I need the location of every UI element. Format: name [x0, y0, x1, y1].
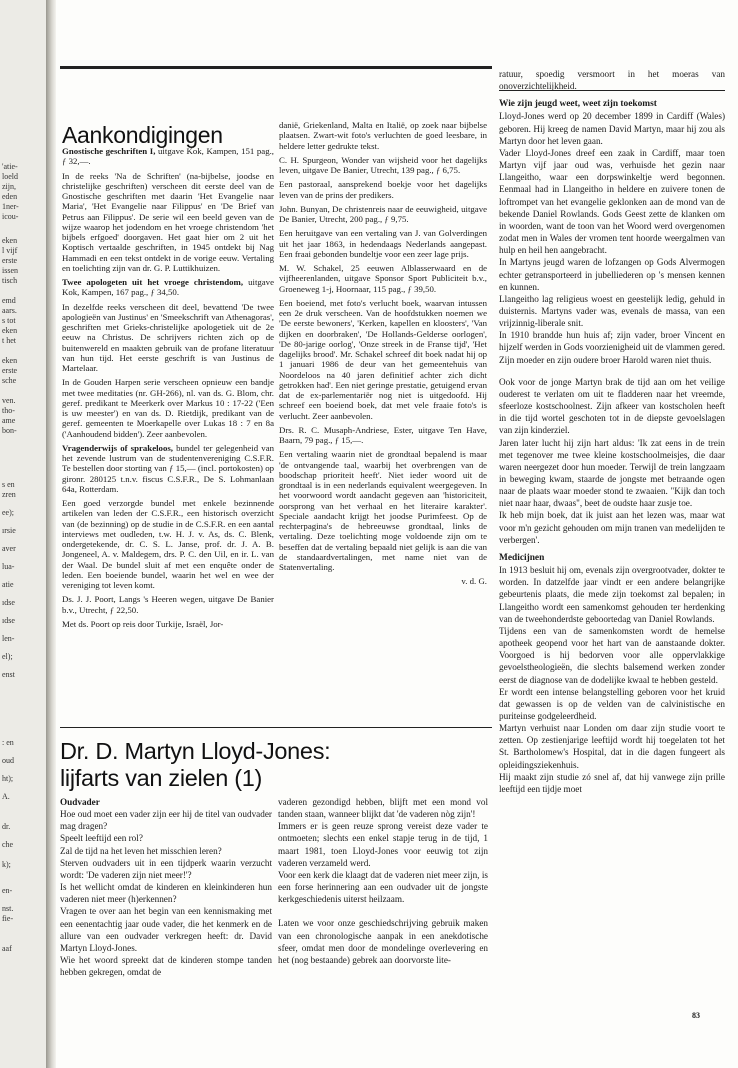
article-paragraph: Wie het woord spreekt dat de kinderen stompe tanden hebben gekregen, omdat de	[60, 955, 272, 978]
right-intro: ratuur, spoedig versmoort in het moeras van onoverzichtelijkheid.	[499, 69, 725, 92]
announcement-paragraph	[279, 449, 487, 572]
edge-fragment: enst	[2, 670, 15, 679]
announcement-text: M. W. Schakel, 25 eeuwen Alblasserwaard en de vijfheerenlanden, uitgave Sponsor Sport Publiciteit b.v., Groeneweg 1-j, Hoornaar, 115 pag., ƒ 39,50.	[279, 263, 487, 294]
section-paragraph: Llangeitho lag religieus woest en geestelijk ledig, gehuld in duisternis. Martyns vader was, evenals de massa, van een vrijzinnig-liberale snit.	[499, 293, 725, 329]
announcement-paragraph	[62, 443, 274, 494]
edge-fragment: ırsie	[2, 526, 16, 535]
edge-fragment: aaf	[2, 944, 12, 953]
announcement-paragraph	[279, 425, 487, 446]
announcement-paragraph	[62, 594, 274, 615]
announcements-column-2	[279, 120, 487, 591]
edge-fragment: 1ner-	[2, 202, 19, 211]
edge-fragment: oud	[2, 756, 14, 765]
edge-fragment: eken	[2, 356, 18, 365]
announcement-text: Een goed verzorgde bundel met enkele bezinnende artikelen van leden der C.S.F.R., een historisch overzicht van (de bezinning) op de studie in de C.S.F.R. en een aantal interviews met oudleden, t.w. H. J. v. As, ds. C. Blenk, ondergetekende, dr. C. S. L. Janse, prof. dr. J. A. B. Jongeneel, A. v. Maldegem, drs. P. C. den Uil, en ir. L. van der Waal. De bundel sluit af met een enquête onder de leden. Een boeiende bundel, waarin het wel en wee der vereniging tot leven komt.	[62, 498, 274, 590]
announcement-paragraph	[279, 228, 487, 259]
section-paragraph: In 1910 brandde hun huis af; zijn vader, broer Vincent en hijzelf werden in Gods voorzienigheid uit de vlammen gered. Zijn moeder en zijn oudere broer Harold waren niet thuis.	[499, 330, 725, 365]
announcement-paragraph	[279, 298, 487, 421]
article-paragraph: Hoe oud moet een vader zijn eer hij de titel van oudvader mag dragen?	[60, 809, 272, 832]
edge-fragment: eden	[2, 192, 18, 201]
announcement-paragraph	[62, 146, 274, 167]
edge-fragment: el);	[2, 652, 13, 661]
announcement-paragraph	[279, 263, 487, 294]
page-gutter	[46, 0, 56, 1068]
announcement-text: Drs. R. C. Musaph-Andriese, Ester, uitgave Ten Have, Baarn, 79 pag., ƒ 15,—.	[279, 424, 487, 445]
edge-fragment: sche	[2, 376, 17, 385]
edge-fragment: k);	[2, 860, 11, 869]
article-paragraph: Sterven oudvaders uit in een tijdperk waarin verzucht wordt: 'De vaderen zijn niet meer!'?	[60, 857, 272, 880]
edge-fragment: ıdse	[2, 616, 15, 625]
article-paragraph: Is het wellicht omdat de kinderen en kleinkinderen hun vaderen niet meer (h)erkennen?	[60, 882, 272, 905]
announcement-paragraph	[279, 204, 487, 225]
edge-fragment: zijn,	[2, 182, 16, 191]
edge-fragment: fie-	[2, 914, 14, 923]
announcements-column-1	[62, 146, 274, 633]
article-column-3	[499, 68, 725, 795]
edge-fragment: s tot	[2, 316, 16, 325]
edge-fragment: len-	[2, 634, 15, 643]
announcement-text: C. H. Spurgeon, Wonder van wijsheid voor het dagelijks leven, uitgave De Banier, Utrecht, 139 pag., ƒ 6,75.	[279, 154, 487, 175]
announcement-text: Een boeiend, met foto's verlucht boek, waarvan intussen een 2e druk verscheen. Van de hoofdstukken noemen we 'De eerste bewoners', 'Kerken, kapellen en kloosters', 'Van dijken en doorbraken', 'De Hollands-Gelderse oorlogen', 'De 80-jarige oorlog', 'Onze streek in de Franse tijd', 'Het dagelijks brood'. Mr. Schakel schreef dit boek nadat hij op 1 januari 1986 de deur van het gemeentehuis van Noordeloos na 40 jaren definitief achter zich dicht getrokken had'. Een niet geringe prestatie, getuigend ervan dat de ex-parlementariër nog niet is uitgedoofd. Hij schreef een boeiend boek, dat met vele fraaie foto's is verlucht. Zeer aanbevolen.	[279, 297, 487, 421]
edge-fragment: tho-	[2, 406, 15, 415]
edge-fragment: emd	[2, 296, 16, 305]
announcement-paragraph	[279, 179, 487, 200]
announcement-paragraph	[62, 302, 274, 374]
article-paragraph: vaderen gezondigd hebben, blijft met een mond vol tanden staan, wanneer blijkt dat 'de vaderen nòg zijn'!	[278, 797, 488, 820]
announcement-text: uitgave Kok, Kampen, 151 pag., ƒ 32,—.	[62, 146, 274, 167]
announcement-book-title: Gnostische geschriften I,	[62, 146, 156, 156]
article-subhead: Oudvader	[60, 797, 100, 807]
section-heading: Medicijnen	[499, 552, 545, 563]
edge-fragment: t het	[2, 336, 16, 345]
previous-page-edge	[0, 0, 47, 1068]
announcement-paragraph	[279, 155, 487, 176]
announcement-text: uitgave Kok, Kampen, 167 pag., ƒ 34,50.	[62, 277, 274, 298]
announcement-text: Een heruitgave van een vertaling van J. van Golverdingen uit het jaar 1863, in hedendaags Nederlands aangepast. Een fraai gebonden bundeltje voor een zeer lage prijs.	[279, 228, 487, 259]
edge-fragment: eken	[2, 236, 18, 245]
section-paragraph: Ook voor de jonge Martyn brak de tijd aan om het veilige ouderest te verlaten om uit te fladderen naar het vreemde, sfeerloze kostschoolnest. Zijn afkeer van kostscholen heeft in die tijd wortel geschoten tot in de diepste gevoelslagen van zijn kinderziel.	[499, 376, 725, 436]
section-paragraph: Er wordt een intense belangstelling geboren voor het kruid dat gewassen is op de velden van de calvinistische en puriteinse godgeleerdheid.	[499, 686, 725, 721]
edge-fragment: tisch	[2, 276, 18, 285]
edge-fragment: loeld	[2, 172, 18, 181]
edge-fragment: en-	[2, 886, 13, 895]
article-column-2	[278, 796, 488, 966]
announcement-paragraph	[62, 171, 274, 274]
article-paragraph: Zal de tijd na het leven het misschien leren?	[60, 845, 222, 856]
edge-fragment: A.	[2, 792, 10, 801]
announcement-paragraph	[279, 120, 487, 151]
article-title-line-1: Dr. D. Martyn Lloyd-Jones:	[60, 738, 331, 764]
edge-fragment: s en	[2, 480, 15, 489]
edge-fragment: : en	[2, 738, 14, 747]
section-paragraph: Lloyd-Jones werd op 20 december 1899 in Cardiff (Wales) geboren. Hij kreeg de namen David Martyn, maar hij zou als Martyn door het leven gaan.	[499, 111, 725, 146]
article-title-line-2: lijfarts van zielen (1)	[60, 765, 263, 791]
announcement-book-title: Twee apologeten uit het vroege christendom,	[62, 277, 244, 287]
section-paragraph: In 1913 besluit hij om, evenals zijn overgrootvader, dokter te worden. In datzelfde jaar vindt er een andere belangrijke gebeurtenis plaats, die mede zijn toekomst zal bepalen; in Llangeitho wordt een samenkomst gehouden ter herdenking van de tweehonderdste geboortedag van Daniel Rowlands.	[499, 565, 725, 624]
article-title	[60, 738, 490, 792]
announcement-paragraph	[62, 619, 274, 629]
edge-fragment: zren	[2, 490, 16, 499]
edge-fragment: icou-	[2, 212, 19, 221]
edge-fragment: ıdse	[2, 598, 15, 607]
edge-fragment: issen	[2, 266, 18, 275]
announcement-text: Een vertaling waarin niet de grondtaal bepalend is maar 'de ontvangende taal, waarbij het overbrengen van de boodschap prioriteit heeft'. Niet ieder woord uit de grondtaal is in een nederlands equivalent weergegeven. In het voorwoord wordt aandacht gegeven aan 'historiciteit, oorsprong van het verhaal en het literaire karakter'. Speciale aandacht krijgt het joodse Purimfeest. Op de rechterpagina's de hebreeuwse grondtaal, links de vertaling. Deze toelichting moge voldoende zijn om te beseffen dat de vertaling bepaald niet gelijk is aan die van de standaardvertalingen, met name niet van de Statenvertaling.	[279, 449, 487, 572]
edge-fragment: dr.	[2, 822, 11, 831]
page-number: 83	[692, 1011, 700, 1020]
section-paragraph: Tijdens een van de samenkomsten wordt de hemelse apotheek geopend voor het hart van de aanstaande dokter. Voorgoed is hij bedorven voor alle oppervlakkige gevoelstheologieën, die slechts balsemend werken zonder eerst de diagnose van de dodelijke kwaal te hebben gesteld.	[499, 625, 725, 685]
section-paragraph: Hij maakt zijn studie zó snel af, dat hij vanwege zijn prille leeftijd een tijdje moet	[499, 771, 725, 794]
announcement-text: John. Bunyan, De christenreis naar de eeuwigheid, uitgave De Banier, Utrecht, 200 pag., ƒ 9,75.	[279, 203, 487, 224]
announcement-text: danië, Griekenland, Malta en Italië, op zoek naar bijbelse plaatsen. Zwart-wit foto's verluchten de goed leesbare, in heldere letter gedrukte tekst.	[279, 120, 487, 151]
article-column-1	[60, 796, 272, 978]
edge-fragment: eken	[2, 326, 18, 335]
edge-fragment: aver	[2, 544, 16, 553]
column-rule	[499, 90, 725, 91]
announcement-text: In dezelfde reeks verscheen dit deel, bevattend 'De twee apologieën van Justinus' en 'Smeekschrift van Athenagoras', geschriften met Grieks-christelijke apologetiek uit de 2e eeuw na Christus. De schrijvers richten zich op de buitenwereld en maakten gebruik van de profane literatuur van hun tijd. Het eerste geschrift is van Justinus de Martelaar.	[62, 301, 274, 373]
announcement-text: Ds. J. J. Poort, Langs 's Heeren wegen, uitgave De Banier b.v., Utrecht, ƒ 22,50.	[62, 594, 274, 615]
announcement-book-title: Vragenderwijs of sprakeloos,	[62, 442, 173, 453]
article-paragraph: Speelt leeftijd een rol?	[60, 833, 143, 844]
announcement-paragraph	[62, 498, 274, 590]
section-paragraph: In Martyns jeugd waren de lofzangen op Gods Alvermogen echter getransporteerd in jubelliederen op 's mensen kennen en kunnen.	[499, 257, 725, 292]
announcement-text: Met ds. Poort op reis door Turkije, Israël, Jor-	[62, 618, 224, 629]
edge-fragment: ht);	[2, 774, 14, 783]
article-paragraph: Laten we voor onze geschiedschrijving gebruik maken van een chronologische aanpak in een anekdotische sfeer, omdat men door de mondelinge overlevering en het (nog bestaande) gebrek aan doorvorste lite-	[278, 918, 488, 965]
article-paragraph: Voor een kerk die klaagt dat de vaderen niet meer zijn, is een forse herinnering aan een oudvader uit de jongste kerkgeschiedenis uiterst heilzaam.	[278, 869, 488, 905]
announcements-title: Aankondigingen	[62, 122, 223, 148]
section-heading: Wie zijn jeugd weet, weet zijn toekomst	[499, 99, 657, 110]
edge-fragment: nst.	[2, 904, 14, 913]
edge-fragment: ame	[2, 416, 16, 425]
edge-fragment: 'atie-	[2, 162, 18, 171]
edge-fragment: erste	[2, 256, 18, 265]
article-paragraph: Immers er is geen reuze sprong vereist deze vader te ontmoeten; slechts een enkel stapje terug in de tijd, 1 maart 1981, toen Lloyd-Jones voor eeuwig tot zijn vaderen verzameld werd.	[278, 821, 488, 868]
edge-fragment: bon-	[2, 426, 17, 435]
announcement-paragraph	[62, 377, 274, 439]
edge-fragment: lua-	[2, 562, 15, 571]
announcement-text: In de Gouden Harpen serie verscheen opnieuw een bandje met twee meditaties (nr. GH-266), nl. van ds. G. Blom, chr. geref. predikant te Meerkerk over Markus 10 : 17-22 ('Een is uw meester') en van ds. D. Rietdijk, predikant van de geref. gemeenten te Moerkapelle over Lukas 18 : 7 en 8a ('Aanhoudend bidden'). Zeer aanbevolen.	[62, 377, 274, 439]
section-paragraph: Jaren later lucht hij zijn hart aldus: 'Ik zat eens in de trein met tegenover me twee kleine kostschoolmeisjes, die daar waren neergezet door hun moeder. Terwijl de trein langzaam in beweging kwam, staarde de jongste met betraande ogen naar de plaats waar moeder stond te zwaaien. "Kijk dan toch niet naar haar, dwaas", beet de oudste haar zusje toe.	[499, 437, 725, 509]
section-paragraph: Martyn verhuist naar Londen om daar zijn studie voort te zetten. Op zestienjarige leeftijd wordt hij toegelaten tot het St. Bartholomew's Hospital, dat in die dagen fungeert als opleidingsziekenhuis.	[499, 723, 725, 770]
announcement-text: bundel ter gelegenheid van het zevende lustrum van de studentenvereniging C.S.F.R. Te bestellen door storting van ƒ 15,— (incl. portokosten) op gironr. 280125 t.n.v. fiscus C.S.F.R., De S. Lohmanlaan 64a, Rotterdam.	[62, 442, 274, 494]
announcement-paragraph	[62, 277, 274, 298]
edge-fragment: aars.	[2, 306, 17, 315]
edge-fragment: atie	[2, 580, 14, 589]
announcements-signature: v. d. G.	[461, 576, 487, 587]
edge-fragment: ee);	[2, 508, 14, 517]
edge-fragment: che	[2, 840, 14, 849]
announcement-text: In de reeks 'Na de Schriften' (na-bijbelse, joodse en christelijke geschriften) verscheen dit eerste deel van de Gnostische geschriften met daarin 'Het Evangelie naar Maria', 'Het Evangelie naar Filippus' en 'De Brief van Petrus aan Filippus'. De serie wil een beeld geven van de wijze waarop het jodendom en het vroege christendom 'het bijbels erfgoed' doorgaven. Het gaat hier om 2 uit het Koptisch vertaalde geschriften, in 1945 ontdekt bij Nag Hammadi en een tekst ontdekt in de vorige eeuw. Vertaling en toelichting zijn van dr. G. P. Luttikhuizen.	[62, 170, 274, 273]
article-paragraph: Vragen te over aan het begin van een kennismaking met een eenentachtig jaar oude vader, die het kenmerk en de allure van een oudvader verkregen heeft: dr. David Martyn Lloyd-Jones.	[60, 906, 272, 953]
section-paragraph: Vader Lloyd-Jones dreef een zaak in Cardiff, maar toen Martyn vijf jaar oud was, verhuisde het gezin naar Llangeitho, waar een dorpswinkeltje werd begonnen. Eenmaal had in Llangeitho in heldere en zuivere tonen de loftrompet van het evangelie geklonken aan de mond van de bekende Daniel Rowlands. Gods Geest zette de klanken om in woorden, want de toon van het Woord werd overgenomen zodat men in Wales der vromen tent hoorde weergalmen van hulp en heil hen aangebracht.	[499, 147, 725, 256]
section-paragraph: Ik heb mijn boek, dat ik juist aan het lezen was, maar wat voor m'n gezicht gehouden om mijn tranen van medelijden te verbergen'.	[499, 510, 725, 545]
edge-fragment: l vijf	[2, 246, 18, 255]
edge-fragment: ven.	[2, 396, 16, 405]
edge-fragment: erste	[2, 366, 18, 375]
announcement-text: Een pastoraal, aansprekend boekje voor het dagelijks leven van de prins der predikers.	[279, 179, 487, 200]
